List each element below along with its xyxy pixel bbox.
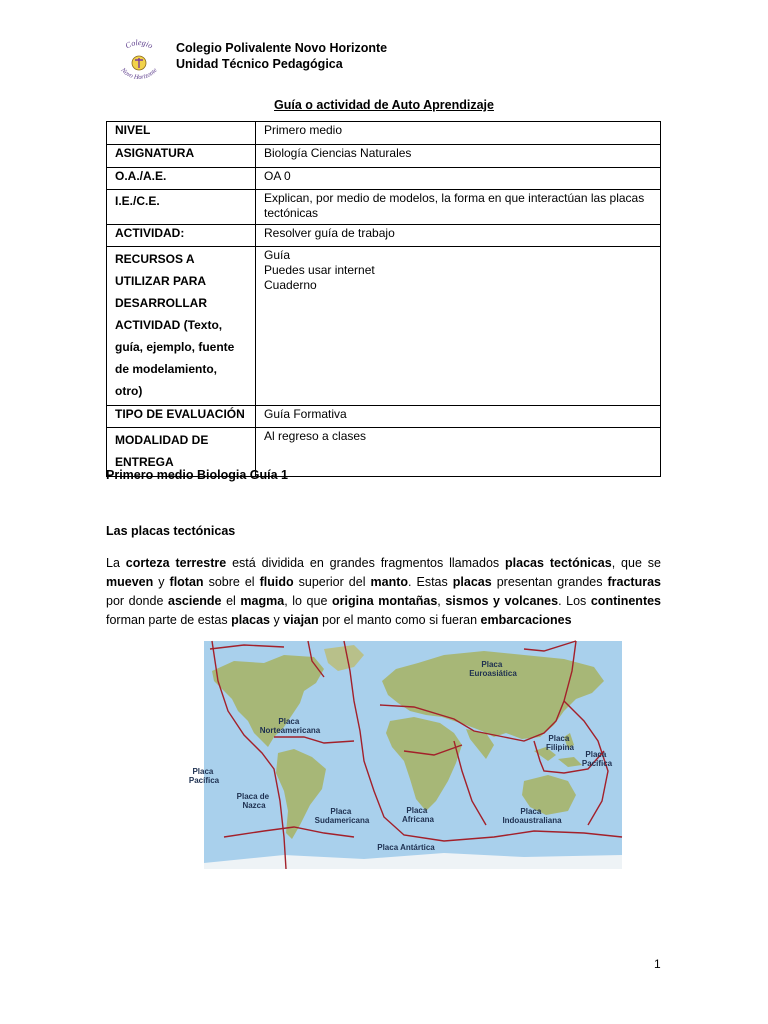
text-run: , lo que: [284, 594, 332, 608]
bold-term: magma: [240, 594, 285, 608]
label-euroasiatica: Placa Euroasiática: [469, 660, 517, 678]
bold-term: asciende: [168, 594, 222, 608]
row-key: RECURSOS A UTILIZAR PARA DESARROLLAR ACTIVIDAD (Texto, guía, ejemplo, fuente de modelamiento, otro): [107, 247, 256, 406]
text-run: La: [106, 556, 126, 570]
label-pacifica-left: Placa Pacífica: [188, 767, 220, 785]
label-antartica: Placa Antártica: [377, 843, 435, 852]
text-run: ,: [437, 594, 446, 608]
bold-term: fluido: [259, 575, 294, 589]
text-run: superior del: [293, 575, 371, 589]
table-row: [107, 225, 661, 247]
text-run: forman parte de estas: [106, 613, 232, 627]
svg-text:Colegio: Colegio: [123, 37, 155, 51]
bold-term: placas: [231, 613, 270, 627]
table-row: [107, 190, 661, 225]
row-value: Guía Puedes usar internet Cuaderno: [256, 247, 661, 406]
text-run: sobre el: [203, 575, 260, 589]
label-nazca: Placa de Nazca: [236, 792, 270, 810]
row-key: NIVEL: [107, 122, 256, 145]
text-run: por el manto como si fueran: [318, 613, 481, 627]
guide-heading: Primero medio Biologia Guía 1: [106, 468, 288, 482]
text-run: el: [221, 594, 241, 608]
school-unit: Unidad Técnico Pedagógica: [176, 57, 343, 71]
bold-term: continentes: [590, 594, 662, 608]
row-value: Guía Formativa: [256, 406, 661, 428]
bold-term: corteza terrestre: [125, 556, 227, 570]
text-run: por donde: [106, 594, 168, 608]
text-run: , que se: [611, 556, 661, 570]
label-africana: Placa Africana: [401, 806, 435, 824]
bold-term: origina montañas: [332, 594, 438, 608]
svg-text:Novo Horizonte: Novo Horizonte: [119, 66, 159, 82]
bold-term: placas tectónicas: [505, 556, 612, 570]
page-number: 1: [654, 957, 661, 971]
table-row: [107, 247, 661, 406]
row-value: OA 0: [256, 168, 661, 190]
tectonic-plates-map: [188, 641, 622, 869]
label-filipina: Placa Filipina: [546, 734, 574, 752]
label-pacifica-right: Placa Pacifica: [581, 750, 613, 768]
bold-term: sismos y volcanes: [445, 594, 559, 608]
row-value: Al regreso a clases: [256, 428, 661, 477]
section-heading: Las placas tectónicas: [106, 524, 236, 538]
row-key: ASIGNATURA: [107, 145, 256, 168]
row-value: Biología Ciencias Naturales: [256, 145, 661, 168]
bold-term: fracturas: [607, 575, 661, 589]
row-value: Resolver guía de trabajo: [256, 225, 661, 247]
text-run: está dividida en grandes fragmentos llamados: [226, 556, 506, 570]
row-key: O.A./A.E.: [107, 168, 256, 190]
row-key: TIPO DE EVALUACIÓN: [107, 406, 256, 428]
doc-title: Guía o actividad de Auto Aprendizaje: [274, 98, 494, 112]
bold-term: flotan: [169, 575, 204, 589]
bold-term: viajan: [283, 613, 319, 627]
school-info: [176, 40, 387, 72]
bold-term: placas: [452, 575, 492, 589]
table-row: [107, 406, 661, 428]
table-row: [107, 168, 661, 190]
table-row: [107, 145, 661, 168]
table-row: [107, 122, 661, 145]
text-run: y: [270, 613, 284, 627]
row-key: I.E./C.E.: [107, 190, 256, 225]
school-logo-icon: [110, 36, 168, 84]
bold-term: embarcaciones: [480, 613, 572, 627]
row-key: ACTIVIDAD:: [107, 225, 256, 247]
school-name: Colegio Polivalente Novo Horizonte: [176, 41, 388, 55]
label-sudamericana: Placa Sudamericana: [314, 807, 370, 825]
text-run: presentan grandes: [491, 575, 608, 589]
bold-term: manto: [370, 575, 408, 589]
body-paragraph: [106, 554, 661, 630]
label-norteamericana: Placa Norteamericana: [259, 717, 321, 735]
row-value: Explican, por medio de modelos, la forma en que interactúan las placas tectónicas: [256, 190, 661, 225]
label-indoaustraliana: Placa Indoaustraliana: [502, 807, 562, 825]
row-value: Primero medio: [256, 122, 661, 145]
row-key: MODALIDAD DE ENTREGA: [107, 428, 256, 477]
text-run: . Estas: [408, 575, 453, 589]
info-table: [106, 121, 661, 477]
text-run: y: [153, 575, 170, 589]
bold-term: mueven: [106, 575, 154, 589]
text-run: . Los: [558, 594, 591, 608]
